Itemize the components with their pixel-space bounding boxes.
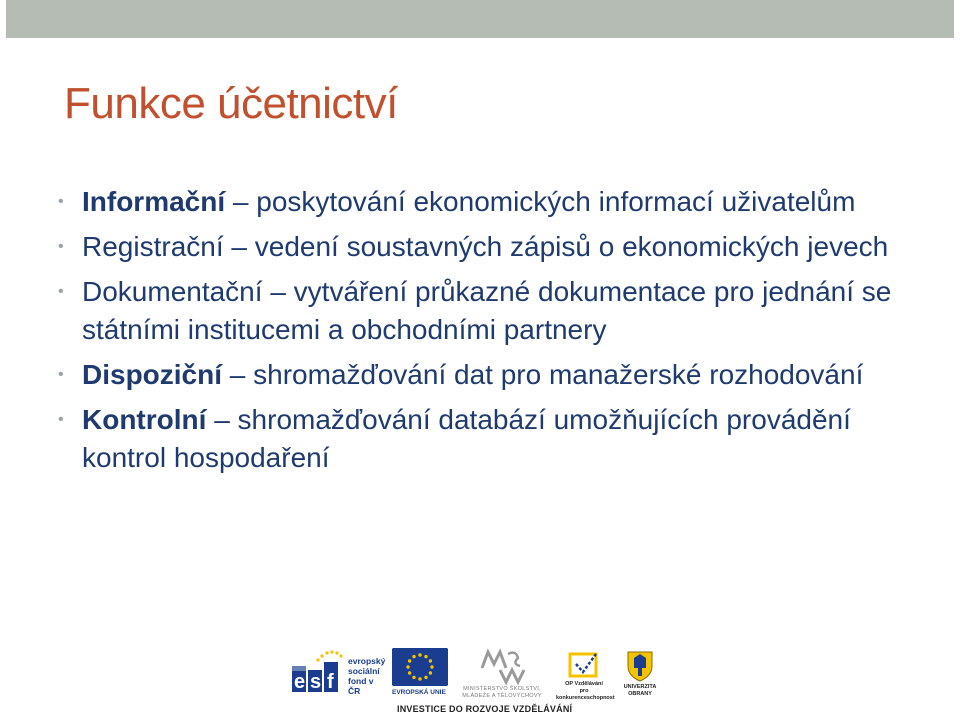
op-vk-mark-icon <box>566 650 602 680</box>
bullet-item <box>58 401 938 477</box>
bullet-item <box>58 228 938 266</box>
bullet-list <box>58 183 938 484</box>
bullet-dot-icon: • <box>58 283 64 300</box>
bullet-item <box>58 183 938 221</box>
esf-text: evropský sociální fond v ČR <box>348 656 386 696</box>
top-decor-bar <box>6 0 954 38</box>
bullet-text: – shromažďování databází umožňujících provádění kontrol hospodaření <box>82 404 851 473</box>
eu-label: EVROPSKÁ UNIE <box>392 689 446 696</box>
esf-mark-icon <box>292 650 344 694</box>
svg-text:e: e <box>294 671 306 693</box>
bullet-text: – poskytování ekonomických informací uživatelům <box>225 186 856 217</box>
svg-text:f: f <box>327 671 334 693</box>
bullet-dot-icon: • <box>58 411 64 428</box>
msmt-label: MINISTERSTVO ŠKOLSTVÍ, MLÁDEŽE A TĚLOVÝCHOVY <box>462 686 542 699</box>
bullet-item <box>58 356 938 394</box>
bullet-item <box>58 273 938 349</box>
bullet-text: – vedení soustavných zápisů o ekonomických jevech <box>223 231 889 262</box>
university-logo <box>618 648 662 700</box>
bullet-keyword: Dokumentační <box>82 276 263 307</box>
university-crest-icon <box>626 648 654 682</box>
bullet-text: – vytváření průkazné dokumentace pro jednání se státními institucemi a obchodními partnery <box>82 276 892 345</box>
investment-slogan: INVESTICE DO ROZVOJE VZDĚLÁVÁNÍ <box>397 704 573 714</box>
university-label: UNIVERZITA OBRANY <box>623 684 657 697</box>
bullet-keyword: Registrační <box>82 231 224 262</box>
bullet-keyword: Informační <box>82 186 226 217</box>
msmt-mark-icon <box>478 648 526 686</box>
op-vk-logo <box>556 650 615 701</box>
slide-title: Funkce účetnictví <box>64 79 398 128</box>
bullet-text: – shromažďování dat pro manažerské rozhodování <box>222 359 864 390</box>
msmt-logo <box>454 648 550 700</box>
op-vk-label: OP Vzdělávání pro konkurenceschopnost <box>556 681 615 701</box>
eu-flag-icon <box>392 648 448 686</box>
bullet-keyword: Kontrolní <box>82 404 207 435</box>
bullet-dot-icon: • <box>58 238 64 255</box>
bullet-dot-icon: • <box>58 366 64 383</box>
bullet-keyword: Dispoziční <box>82 359 223 390</box>
eu-logo <box>392 648 450 700</box>
bullet-dot-icon: • <box>58 193 64 210</box>
svg-text:s: s <box>310 671 322 693</box>
esf-logo <box>292 646 388 700</box>
